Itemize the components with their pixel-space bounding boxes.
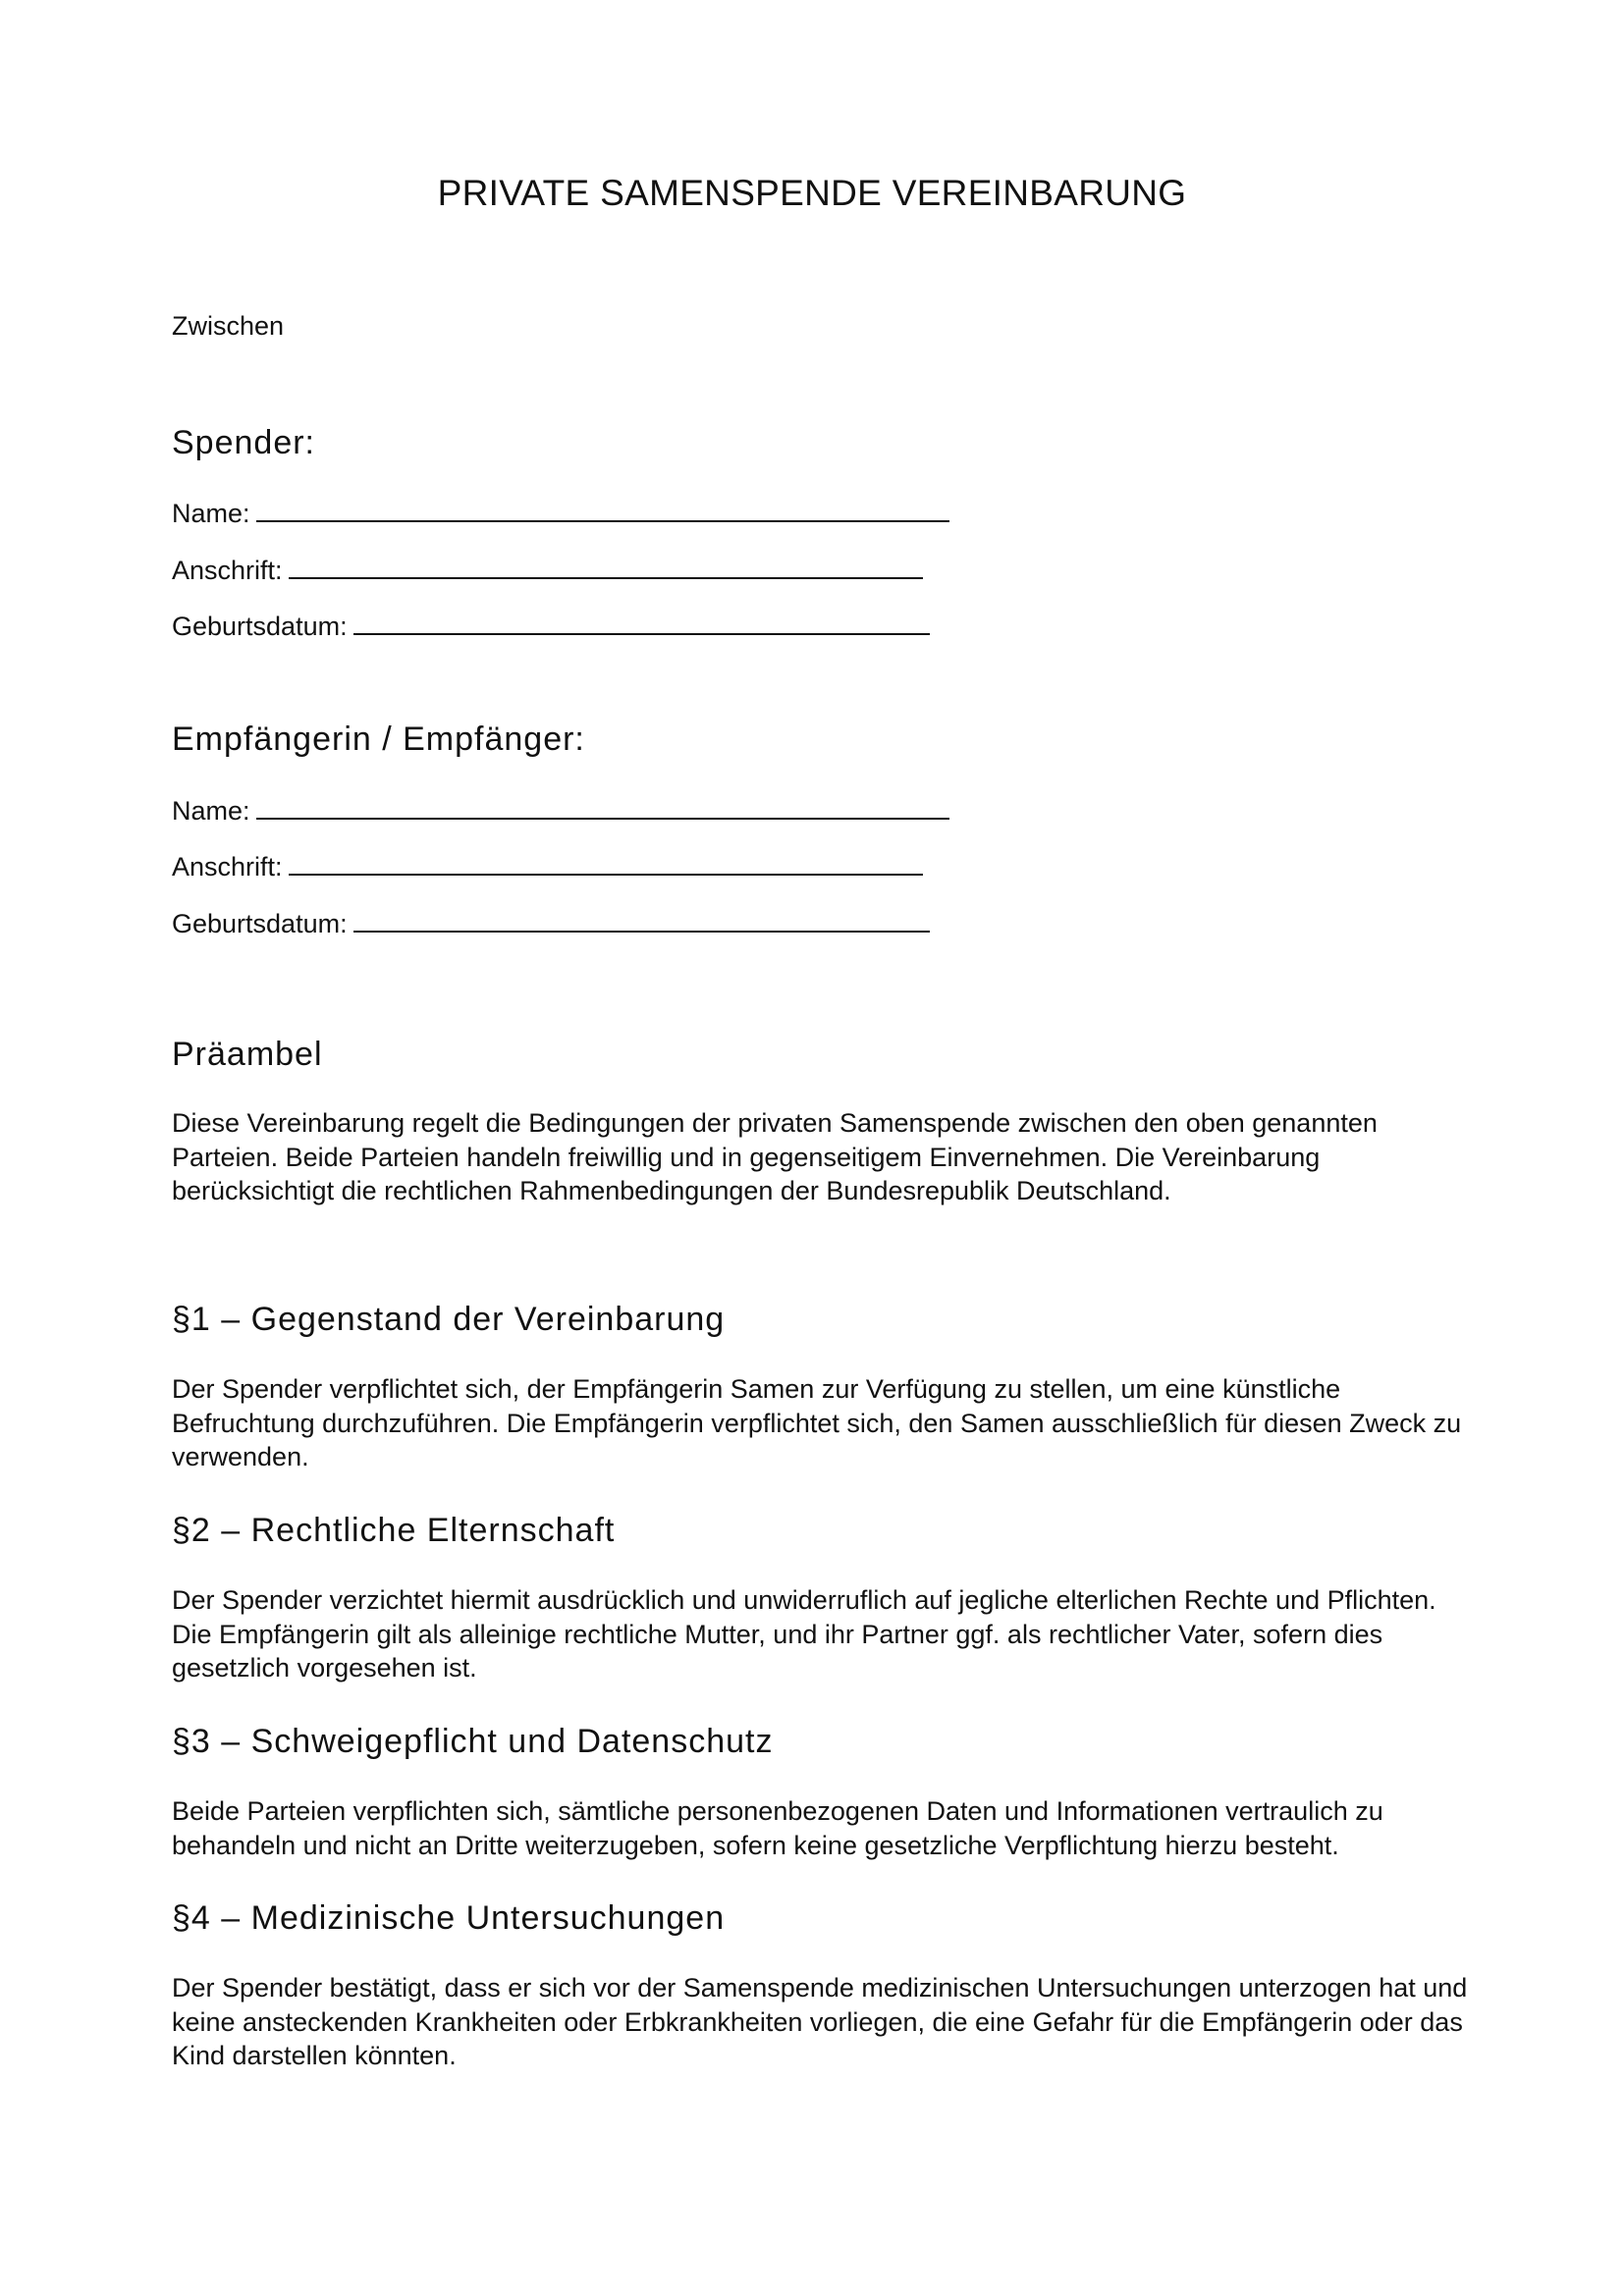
recipient-birthdate-field[interactable]	[172, 909, 930, 939]
donor-name-label: Name:	[172, 499, 250, 528]
donor-heading: Spender:	[172, 424, 315, 461]
recipient-name-field[interactable]	[172, 796, 949, 827]
section-2-text: Der Spender verzichtet hiermit ausdrücklich und unwiderruflich auf jegliche elterlichen Rechte und Pflichten. Die Empfängerin gilt als alleinige rechtliche Mutter, und ihr Partner ggf. als rechtlicher Vater, sofern dies gesetzlich vorgesehen ist.	[172, 1585, 1436, 1682]
document-title: PRIVATE SAMENSPENDE VEREINBARUNG	[437, 173, 1187, 213]
donor-address-blank[interactable]	[289, 556, 923, 579]
recipient-name-blank[interactable]	[256, 796, 949, 820]
section-3-heading: §3 – Schweigepflicht und Datenschutz	[172, 1723, 774, 1760]
donor-birthdate-blank[interactable]	[353, 612, 930, 635]
preamble-text: Diese Vereinbarung regelt die Bedingungen der privaten Samenspende zwischen den oben genannten Parteien. Beide Parteien handeln freiwillig und in gegenseitigem Einvernehmen. Die Vereinbarung berücksichtigt die rechtlichen Rahmenbedingungen der Bundesrepublik Deutschland.	[172, 1108, 1378, 1205]
section-3-text: Beide Parteien verpflichten sich, sämtliche personenbezogenen Daten und Informationen vertraulich zu behandeln und nicht an Dritte weiterzugeben, sofern keine gesetzliche Verpflichtung hierzu besteht.	[172, 1796, 1383, 1860]
intro-text: Zwischen	[172, 311, 285, 341]
recipient-heading: Empfängerin / Empfänger:	[172, 721, 585, 758]
section-2-heading: §2 – Rechtliche Elternschaft	[172, 1512, 616, 1549]
donor-name-field[interactable]	[172, 499, 949, 529]
recipient-birthdate-blank[interactable]	[353, 909, 930, 933]
section-1-text: Der Spender verpflichtet sich, der Empfängerin Samen zur Verfügung zu stellen, um eine künstliche Befruchtung durchzuführen. Die Empfängerin verpflichtet sich, den Samen ausschließlich für diesen Zweck zu verwenden.	[172, 1374, 1462, 1471]
recipient-birthdate-label: Geburtsdatum:	[172, 909, 348, 938]
section-4-text: Der Spender bestätigt, dass er sich vor der Samenspende medizinischen Untersuchungen unterzogen hat und keine ansteckenden Krankheiten oder Erbkrankheiten vorliegen, die eine Gefahr für die Empfängerin oder das Kind darstellen könnten.	[172, 1973, 1468, 2070]
recipient-address-field[interactable]	[172, 852, 923, 882]
recipient-address-label: Anschrift:	[172, 852, 283, 881]
donor-name-blank[interactable]	[256, 499, 949, 522]
donor-birthdate-label: Geburtsdatum:	[172, 612, 348, 641]
preamble-heading: Präambel	[172, 1036, 323, 1073]
section-1-heading: §1 – Gegenstand der Vereinbarung	[172, 1301, 726, 1338]
recipient-name-label: Name:	[172, 796, 250, 826]
recipient-address-blank[interactable]	[289, 852, 923, 876]
donor-address-label: Anschrift:	[172, 556, 283, 585]
donor-birthdate-field[interactable]	[172, 612, 930, 642]
donor-address-field[interactable]	[172, 556, 923, 586]
section-4-heading: §4 – Medizinische Untersuchungen	[172, 1899, 726, 1937]
